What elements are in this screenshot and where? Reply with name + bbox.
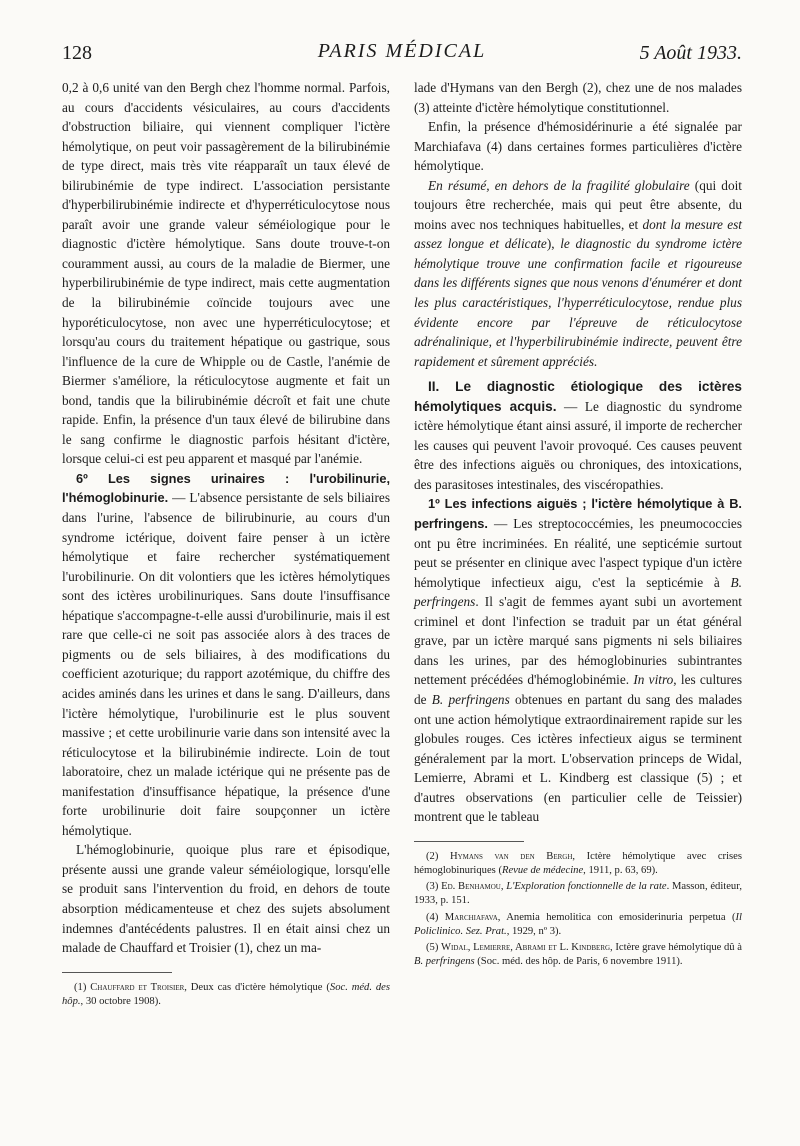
summary-paragraph: En résumé, en dehors de la fragilité globulaire (qui doit toujours être recherchée, mais qui peut être absente, du moins avec nos techniques habituelles, et dont la mesure est assez longue et délicate), le diagnostic du syndrome ictère hémolytique trouve une confirmation facile et rigoureuse dans les différents signes que nous venons d'énumérer et dont les plus caractéristiques, l'hyperréticulocytose, rendue plus évidente encore par l'épreuve de réticulocytose adrénalinique, et l'hyperbilirubinémie indirecte, peuvent être rapidement et sûrement appréciés. <box>414 177 743 369</box>
running-head <box>62 40 742 70</box>
footnote-rule <box>414 841 524 842</box>
paragraph: 0,2 à 0,6 unité van den Bergh chez l'homme normal. Parfois, au cours d'accidents vésiculaires, au cours d'accidents d'obstruction biliaire, qui viennent compliquer l'ictère hémolytique, on peut voir passagèrement de la bilirubinémie de type direct, mais très vite réapparaît un taux élevé de bilirubinémie de type indirect. L'association persistante d'hyperbilirubinémie indirecte et d'hyperréticulocytose nous paraît avoir une grande valeur séméiologique pour le diagnostic d'ictère hémolytique. Sans doute trouve-t-on couramment aussi, au cours de la maladie de Biermer, une hyperbilirubinémie de type indirect, mais cette augmentation de la bilirubinémie coïncide toujours avec une hyporéticulocytose, non avec une hyperréticulocytose; et lorsqu'au cours du traitement hépatique ou gastrique, sous l'influence de la cure de Whipple ou de Castle, l'anémie de Biermer s'améliore, la réticulocytose augmente et fait un bond, tandis que la bilirubinémie décroît et fait une chute rapide. Enfin, la présence d'un taux élevé de bilirubine dans le sang confirme le diagnostic parfois hésitant d'ictère, lorsque celui-ci est peu apparent et masqué par l'anémie. <box>62 80 390 467</box>
section-etiologic-diagnosis: II. Le diagnostic étiologique des ictères hémolytiques acquis. — Le diagnostic du syndrome ictère hémolytique étant ainsi assuré, il importe de rechercher les causes qui peuvent l'avoir provoqué. Ces causes peuvent être des infections aiguës ou chroniques, des intoxications, des parasitoses intestinales, des viscéropathies. <box>414 379 742 492</box>
footnote-5: (5) Widal, Lemierre, Abrami et L. Kindberg, Ictère grave hémolytique dû à B. perfringens (Soc. méd. des hôp. de Paris, 6 novembre 1911). <box>414 942 742 968</box>
paragraph: lade d'Hymans van den Bergh (2), chez une de nos malades (3) atteinte d'ictère hémolytique constitutionnel. <box>414 80 742 115</box>
page <box>62 40 743 1007</box>
paragraph: L'hémoglobinurie, quoique plus rare et épisodique, présente aussi une grande valeur séméiologique, lorsqu'elle se produit sans l'intervention du froid, en dehors de toute absorption médicamenteuse et chez des sujets absolument indemnes d'antécédents palustres. Il en était ainsi chez un malade de Chauffard et Troisier (1), chez un ma- <box>62 842 390 956</box>
issue-date: 5 Août 1933. <box>639 42 742 64</box>
section-urinary-signs: 6º Les signes urinaires : l'urobilinurie, l'hémoglobinurie. — L'absence persistante de sels biliaires dans l'urine, l'absence de bilirubinurie, au cours d'un syndrome ictérique, doivent faire penser à un ictère hémolytique et faire rechercher systématiquement l'urobilinurie. On dit volontiers que les ictères hémolytiques sont des ictères urobilinuriques. Sans doute l'insuffisance hépatique s'accompagne-t-elle aussi d'urobilinurie, mais il est rare que celle-ci ne soit pas associée alors à des traces de pigments ou de sels biliaires, à des modifications du coefficient azoturique; du rapport azotémique, du chiffre des acides aminés dans les urines et dans le sang. D'ailleurs, dans l'ictère hémolytique, l'urobilinurie est le plus souvent massive ; et cette urobilinurie varie dans son intensité avec la réticulocytose et la bilirubinémie indirecte. Loin de tout laboratoire, chez un malade ictérique qui ne présente pas de manifestation d'insuffisance hépatique, la présence d'une forte urobilinurie doit faire soupçonner un ictère hémolytique. <box>62 470 390 838</box>
footnote-1: (1) Chauffard et Troisier, Deux cas d'ictère hémolytique (Soc. méd. des hôp., 30 octobre 1908). <box>62 981 390 1007</box>
left-column <box>62 78 390 1011</box>
footnote-2: (2) Hymans van den Bergh, Ictère hémolytique avec crises hémoglobinuriques (Revue de médecine, 1911, p. 63, 69). <box>414 850 742 876</box>
footnote-3: (3) Ed. Benhamou, L'Exploration fonctionnelle de la rate. Masson, éditeur, 1933, p. 151. <box>414 881 742 907</box>
page-number: 128 <box>62 42 92 64</box>
section-heading: 1º Les infections aiguës ; l'ictère hémolytique à B. perfringens. <box>414 496 742 532</box>
footnote-rule <box>62 972 172 973</box>
section-heading: 6º Les signes urinaires : l'urobilinurie, l'hémoglobinurie. <box>62 470 390 506</box>
paragraph: Enfin, la présence d'hémosidérinurie a été signalée par Marchiafava (4) dans certaines formes particulières d'ictère hémolytique. <box>414 119 742 174</box>
right-column <box>414 78 742 971</box>
section-heading: II. Le diagnostic étiologique des ictères hémolytiques acquis. <box>414 379 742 414</box>
section-acute-infections: 1º Les infections aiguës ; l'ictère hémolytique à B. perfringens. — Les streptococcémies, les pneumococcies ont pu être incriminées. En réalité, une septicémie surtout peut se présenter en clinique avec l'aspect typique d'un ictère hémolytique infectieux aigu, c'est la septicémie à B. perfringens. Il s'agit de femmes ayant subi un avortement criminel et dont l'infection se traduit par un état général grave, par un ictère marqué sans pigments ni sels biliaires dans les urines, par des hémoglobinuries subintrantes nettement précédées d'hémoglobinémie. In vitro, les cultures de B. perfringens obtenues en partant du sang des malades ont une action hémolytique extraordinairement rapide sur les globules rouges. Ces ictères infectieux aigus se terminent généralement par la mort. L'observation princeps de Widal, Lemierre, Abrami et L. Kindberg est classique (5) ; et d'autres observations (en particulier celle de Teissier) montrent que le tableau <box>414 496 743 825</box>
footnote-4: (4) Marchiafava, Anemia hemolitica con emosiderinuria perpetua (Il Policlinico. Sez. Prat., 1929, nº 3). <box>414 911 742 937</box>
journal-title: PARIS MÉDICAL <box>317 40 487 62</box>
